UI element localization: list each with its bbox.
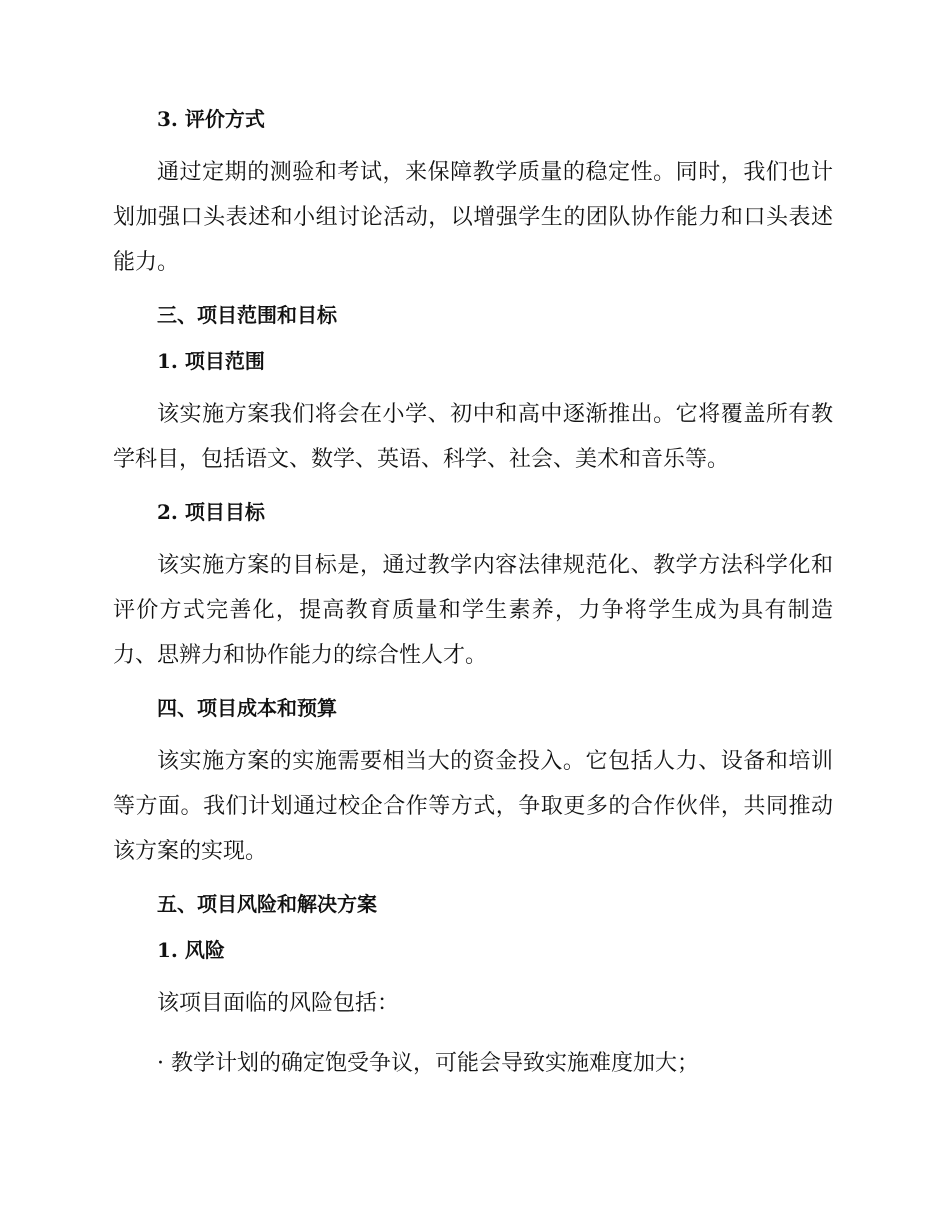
- paragraph: 通过定期的测验和考试，来保障教学质量的稳定性。同时，我们也计划加强口头表述和小组讨论活动，以增强学生的团队协作能力和口头表述能力。: [113, 160, 833, 275]
- section-heading: 五、项目风险和解决方案: [157, 892, 377, 916]
- bullet-item: · 教学计划的确定饱受争议，可能会导致实施难度加大；: [157, 1051, 699, 1076]
- section-heading: 四、项目成本和预算: [157, 696, 337, 720]
- section-heading: 3. 评价方式: [157, 107, 265, 131]
- paragraph: 该实施方案的目标是，通过教学内容法律规范化、教学方法科学化和评价方式完善化，提高教育质量和学生素养，力争将学生成为具有制造力、思辨力和协作能力的综合性人才。: [113, 553, 833, 668]
- paragraph: 该实施方案的实施需要相当大的资金投入。它包括人力、设备和培训等方面。我们计划通过校企合作等方式，争取更多的合作伙伴，共同推动该方案的实现。: [113, 749, 833, 864]
- paragraph: 该项目面临的风险包括：: [157, 991, 400, 1016]
- subsection-heading: 1. 项目范围: [157, 349, 265, 373]
- subsection-heading: 1. 风险: [157, 938, 225, 962]
- paragraph: 该实施方案我们将会在小学、初中和高中逐渐推出。它将覆盖所有教学科目，包括语文、数学、英语、科学、社会、美术和音乐等。: [113, 402, 833, 472]
- subsection-heading: 2. 项目目标: [157, 500, 265, 524]
- section-heading: 三、项目范围和目标: [157, 303, 337, 327]
- document-body: [113, 104, 833, 1086]
